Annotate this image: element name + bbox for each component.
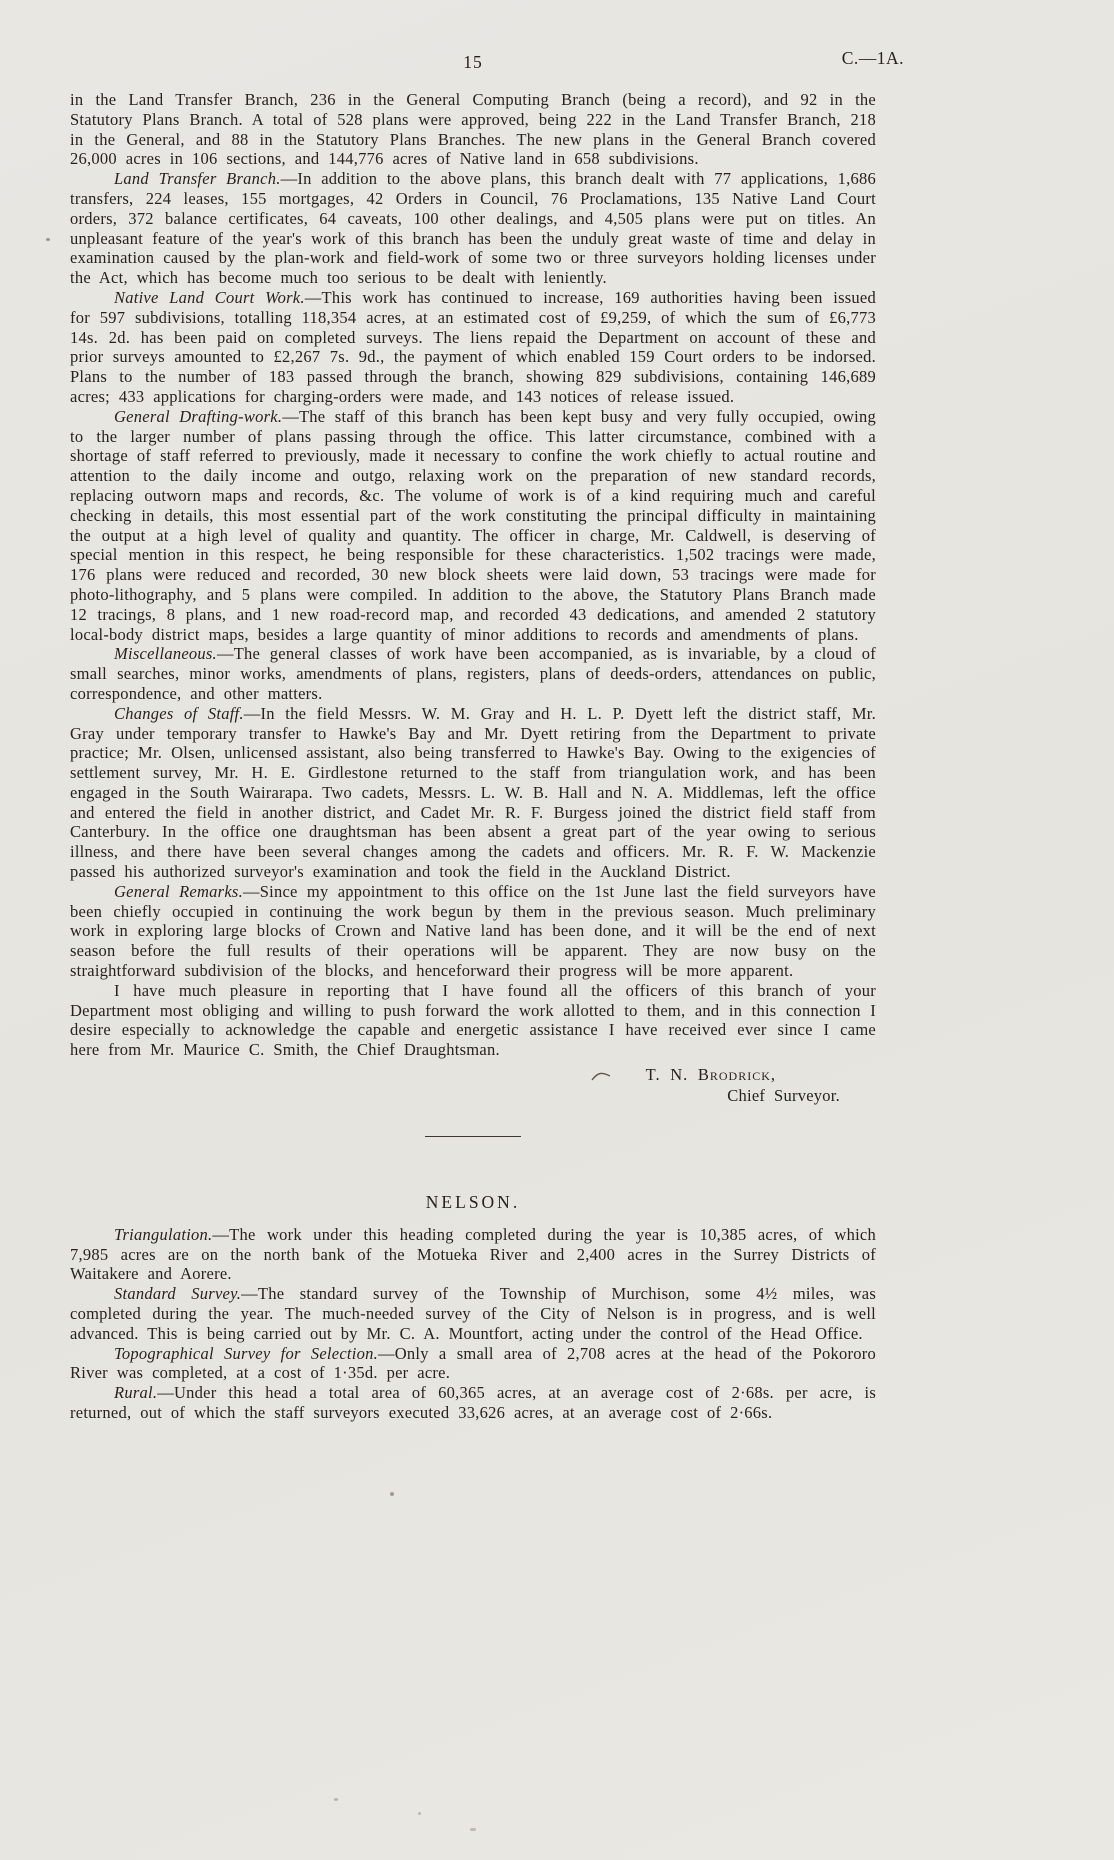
paragraph-text: —The general classes of work have been accompanied, as is invariable, by a cloud of small searches, minor works, amendments of plans, registers, plans of deeds-orders, attendances on public, correspondence, and other matters. bbox=[70, 644, 876, 703]
pen-mark-icon bbox=[590, 1066, 612, 1087]
paragraph-text: —In the field Messrs. W. M. Gray and H. L. P. Dyett left the district staff, Mr. Gray under temporary transfer to Hawke's Bay and Mr. Dyett retiring from the Department to private practice; Mr. Olsen, unlicensed assistant, also being transferred to Hawke's Bay. Owing to the exigencies of settlement survey, Mr. H. E. Girdlestone returned to the staff from triangulation work, and has been engaged in the South Wairarapa. Two cadets, Messrs. L. W. B. Hall and N. A. Middlemas, left the office and entered the field in another district, and Cadet Mr. R. F. Burgess joined the district field staff from Canterbury. In the office one draughtsman has been absent a great part of the year owing to serious illness, and there have been several changes among the cadets and officers. Mr. R. F. W. Mackenzie passed his authorized surveyor's examination and took the field in the Auckland District. bbox=[70, 703, 876, 882]
paragraph-topographical-survey bbox=[70, 1344, 876, 1384]
paragraph-changes-of-staff bbox=[70, 704, 876, 882]
paragraph-lead: General Remarks. bbox=[114, 881, 243, 901]
page-number: 15 bbox=[463, 52, 483, 72]
paragraph-lead: Native Land Court Work. bbox=[114, 287, 305, 307]
opening-paragraph: in the Land Transfer Branch, 236 in the General Computing Branch (being a record), and 92 in the Statutory Plans Branch. A total of 528 plans were approved, being 222 in the Land Transfer Branch, 218 in the General, and 88 in the Statutory Plans Branches. The new plans in the General Branch covered 26,000 acres in 106 sections, and 144,776 acres of Native land in 658 subdivisions. bbox=[70, 90, 876, 169]
signatory-title: Chief Surveyor. bbox=[727, 1086, 840, 1106]
nelson-section bbox=[70, 1225, 876, 1423]
paragraph-lead: Topographical Survey for Selection. bbox=[114, 1343, 378, 1363]
section-heading-nelson: NELSON. bbox=[425, 1192, 521, 1213]
paragraph-standard-survey bbox=[70, 1284, 876, 1343]
document-reference: C.—1A. bbox=[841, 48, 904, 68]
scan-artifact bbox=[418, 1812, 421, 1815]
paragraph-lead: General Drafting-work. bbox=[114, 406, 283, 426]
signature-block bbox=[70, 1064, 876, 1106]
paragraph-land-transfer-branch bbox=[70, 169, 876, 288]
paragraph-native-land-court-work bbox=[70, 288, 876, 407]
scan-artifact bbox=[334, 1798, 338, 1801]
paragraph-rural bbox=[70, 1383, 876, 1423]
signatory-name: T. N. Brodrick, bbox=[645, 1065, 776, 1085]
paragraph-triangulation bbox=[70, 1225, 876, 1284]
paragraph-miscellaneous bbox=[70, 644, 876, 703]
paragraph-general-drafting-work bbox=[70, 407, 876, 645]
section-divider bbox=[425, 1136, 521, 1137]
paragraph-text: —The staff of this branch has been kept busy and very fully occupied, owing to the larger number of plans passing through the office. This latter circumstance, combined with a shortage of staff referred to previously, made it necessary to confine the work chiefly to actual routine and attention to the daily income and outgo, relaxing work on the preparation of new standard records, replacing outworn maps and records, &c. The volume of work is of a kind requiring much and careful checking in details, this most essential part of the work constituting the principal difficulty in maintaining the output at a high level of quality and quantity. The officer in charge, Mr. Caldwell, is deserving of special mention in this respect, he being responsible for these characteristics. 1,502 tracings were made, 176 plans were reduced and recorded, 30 new block sheets were laid down, 53 tracings were made for photo-lithography, and 5 plans were compiled. In addition to the above, the Statutory Plans Branch made 12 tracings, 8 plans, and 1 new road-record map, and recorded 43 dedications, and amended 2 statutory local-body district maps, besides a large quantity of minor additions to records and amendments of plans. bbox=[70, 406, 876, 644]
paragraph-text: —The standard survey of the Township of Murchison, some 4½ miles, was completed during the year. The much-needed survey of the City of Nelson is in progress, and is well advanced. This is being carried out by Mr. C. A. Mountfort, acting under the control of the Head Office. bbox=[70, 1284, 877, 1343]
paragraph-text: —Under this head a total area of 60,365 acres, at an average cost of 2·68s. per acre, is returned, out of which the staff surveyors executed 33,626 acres, at an average cost of 2·66s. bbox=[70, 1383, 876, 1423]
main-section bbox=[70, 90, 876, 1423]
scan-artifact bbox=[390, 1492, 394, 1496]
paragraph-text: —In addition to the above plans, this branch dealt with 77 applications, 1,686 transfers, 224 leases, 155 mortgages, 42 Orders in Council, 76 Proclamations, 135 Native Land Court orders, 372 balance certificates, 64 caveats, 100 other dealings, and 4,505 plans were put on titles. An unpleasant feature of the year's work of this branch has been the unduly great waste of time and delay in examination caused by the plan-work and field-work of some two or three surveyors holding licenses under the Act, which has become much too serious to be dealt with leniently. bbox=[70, 169, 877, 288]
paragraph-lead: Land Transfer Branch. bbox=[114, 169, 281, 189]
paragraph-lead: Rural. bbox=[114, 1383, 158, 1403]
paragraph-general-remarks bbox=[70, 882, 876, 981]
paragraph-text: —Since my appointment to this office on the 1st June last the field surveyors have been chiefly occupied in continuing the work begun by them in the previous season. Much preliminary work in exploring large blocks of Crown and Native land has been done, and it will be the end of next season before the full results of their operations will be apparent. They are now busy on the straightforward subdivision of the blocks, and henceforward their progress will be more apparent. bbox=[70, 881, 876, 981]
paragraph-lead: Triangulation. bbox=[114, 1224, 213, 1244]
page-header bbox=[70, 48, 904, 90]
paragraph-lead: Changes of Staff. bbox=[114, 703, 244, 723]
scan-artifact bbox=[470, 1828, 476, 1831]
scan-artifact bbox=[46, 238, 50, 241]
paragraph-lead: Miscellaneous. bbox=[114, 644, 217, 664]
closing-paragraph: I have much pleasure in reporting that I have found all the officers of this branch of your Department most obliging and willing to push forward the work allotted to them, and in this connection I desire especially to acknowledge the capable and energetic assistance I have received ever since I came here from Mr. Maurice C. Smith, the Chief Draughtsman. bbox=[70, 980, 876, 1060]
paragraph-text: —This work has continued to increase, 169 authorities having been issued for 597 subdivisions, totalling 118,354 acres, at an estimated cost of £9,259, of which the sum of £6,773 14s. 2d. has been paid on completed surveys. The liens repaid the Department on account of these and prior surveys amounted to £2,267 7s. 9d., the payment of which enabled 159 Court orders to be indorsed. Plans to the number of 183 passed through the branch, showing 829 subdivisions, containing 146,689 acres; 433 applications for charging-orders were made, and 143 notices of release issued. bbox=[70, 287, 876, 406]
paragraph-text: —Only a small area of 2,708 acres at the head of the Pokororo River was completed, at a cost of 1·35d. per acre. bbox=[70, 1343, 877, 1383]
text-block bbox=[70, 48, 904, 1423]
paragraph-text: —The work under this heading completed during the year is 10,385 acres, of which 7,985 acres are on the north bank of the Motueka River and 2,400 acres in the Surrey Districts of Waitakere and Aorere. bbox=[70, 1224, 876, 1284]
paragraph-lead: Standard Survey. bbox=[114, 1284, 242, 1304]
